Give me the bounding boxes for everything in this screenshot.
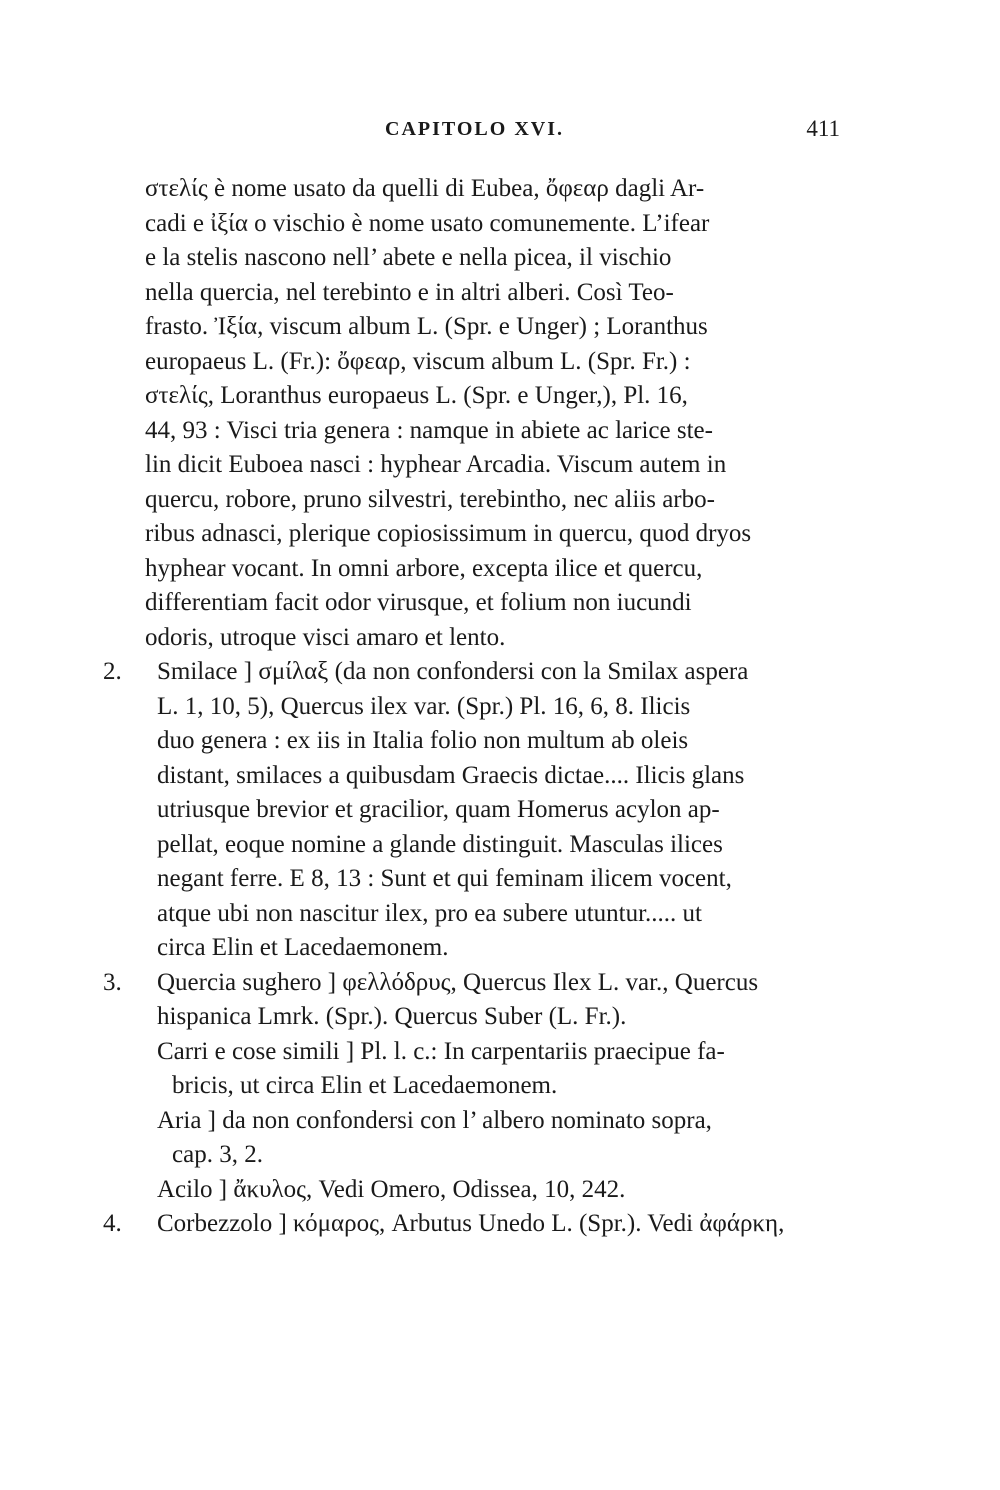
- text-line: hyphear vocant. In omni arbore, excepta ilice et quercu,: [145, 554, 703, 582]
- sub-entry-aria: [157, 1104, 850, 1173]
- page-header: [145, 118, 850, 148]
- text-line: differentiam facit odor virusque, et folium non iucundi: [145, 589, 692, 616]
- text-line: nella quercia, nel terebinto e in altri alberi. Così Teo-: [145, 278, 674, 306]
- note-entry-3: [103, 966, 850, 1208]
- text-line: Aria ] da non confondersi con l’ albero nominato sopra,: [157, 1106, 712, 1134]
- text-line: europaeus L. (Fr.): ὄφεαρ, viscum album L. (Spr. Fr.) :: [145, 347, 691, 375]
- text-line: lin dicit Euboea nasci : hyphear Arcadia. Viscum autem in: [145, 451, 727, 478]
- note-number: 2.: [103, 658, 122, 685]
- text-line: Smilace ] σμίλαξ (da non confondersi con la Smilax aspera: [157, 658, 749, 685]
- text-line: duo genera : ex iis in Italia folio non multum ab oleis: [157, 727, 689, 754]
- sub-entry-carri: [157, 1035, 850, 1104]
- text-line: Quercia sughero ] φελλόδρυς, Quercus Ilex L. var., Quercus: [157, 968, 759, 996]
- text-line: cadi e ἰξία o vischio è nome usato comunemente. L’ifear: [145, 209, 710, 237]
- page-body: [103, 172, 850, 1242]
- paragraph-continuation: [145, 172, 850, 655]
- note-number: 4.: [103, 1210, 122, 1237]
- text-line: odoris, utroque visci amaro et lento.: [145, 623, 506, 651]
- text-line: ribus adnasci, plerique copiosissimum in quercu, quod dryos: [145, 520, 752, 547]
- text-line: στελίς, Loranthus europaeus L. (Spr. e Unger,), Pl. 16,: [145, 382, 688, 409]
- sub-entry-acilo: Acilo ] ἄκυλος, Vedi Omero, Odissea, 10, 242.: [157, 1175, 626, 1203]
- text-line: e la stelis nascono nell’ abete e nella picea, il vischio: [145, 244, 672, 271]
- text-line: negant ferre. E 8, 13 : Sunt et qui feminam ilicem vocent,: [157, 865, 732, 892]
- text-line: atque ubi non nascitur ilex, pro ea subere utuntur..... ut: [157, 899, 703, 927]
- running-title: CAPITOLO XVI.: [385, 118, 564, 140]
- note-entry-4: [103, 1207, 850, 1242]
- text-line: 44, 93 : Visci tria genera : namque in abiete ac larice ste-: [145, 416, 713, 444]
- note-number: 3.: [103, 968, 122, 996]
- text-line: Carri e cose simili ] Pl. l. c.: In carpentariis praecipue fa-: [157, 1037, 725, 1065]
- text-line: circa Elin et Lacedaemonem.: [157, 934, 449, 961]
- text-line: L. 1, 10, 5), Quercus ilex var. (Spr.) Pl. 16, 6, 8. Ilicis: [157, 692, 691, 720]
- text-line: pellat, eoque nomine a glande distinguit. Masculas ilices: [157, 830, 723, 858]
- text-line: Corbezzolo ] κόμαρος, Arbutus Unedo L. (Spr.). Vedi ἀφάρκη,: [157, 1210, 785, 1237]
- text-line: frasto. Ἰξία, viscum album L. (Spr. e Unger) ; Loranthus: [145, 313, 708, 340]
- text-line: utriusque brevior et gracilior, quam Homerus acylon ap-: [157, 796, 720, 823]
- note-entry-2: [103, 655, 850, 966]
- text-line: hispanica Lmrk. (Spr.). Quercus Suber (L. Fr.).: [157, 1003, 627, 1030]
- text-line: bricis, ut circa Elin et Lacedaemonem.: [172, 1072, 558, 1099]
- text-line: cap. 3, 2.: [172, 1141, 263, 1168]
- page-number: 411: [806, 116, 840, 141]
- text-line: distant, smilaces a quibusdam Graecis dictae.... Ilicis glans: [157, 761, 745, 789]
- text-line: quercu, robore, pruno silvestri, terebintho, nec aliis arbo-: [145, 485, 715, 513]
- text-line: στελίς è nome usato da quelli di Eubea, ὄφεαρ dagli Ar-: [145, 175, 705, 202]
